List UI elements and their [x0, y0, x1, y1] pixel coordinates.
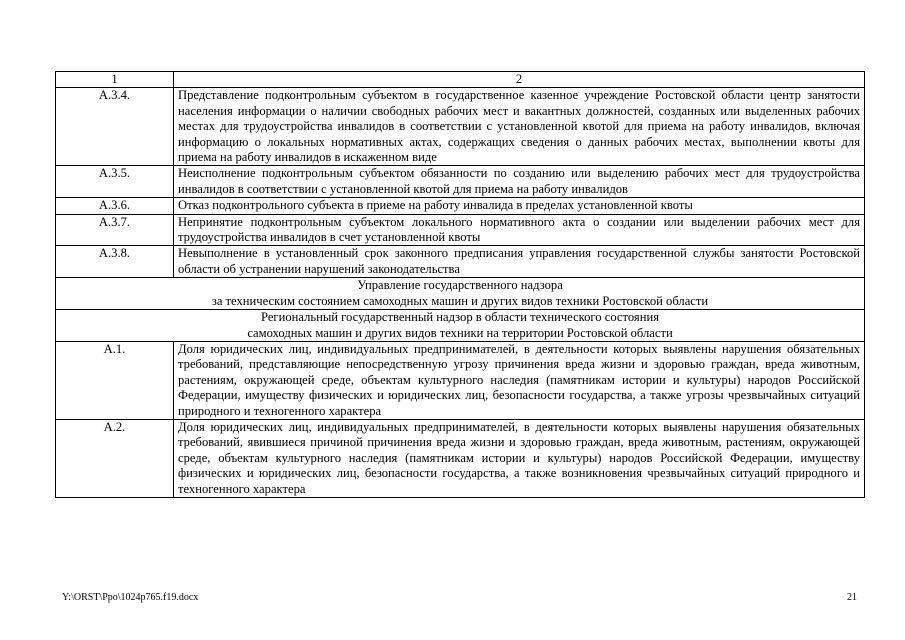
- row-code: А.3.5.: [56, 166, 174, 198]
- footer-file-path: Y:\ORST\Ppo\1024p765.f19.docx: [62, 592, 199, 603]
- section-regional-row: [56, 310, 865, 342]
- table-row: [56, 166, 865, 198]
- section-authority-line2: за техническим состоянием самоходных машин и других видов техники Ростовской области: [211, 293, 709, 308]
- section-regional-line2: самоходных машин и других видов техники на территории Ростовской области: [247, 325, 673, 340]
- row-code: А.2.: [56, 419, 174, 497]
- row-text: Непринятие подконтрольным субъектом локального нормативного акта о создании или выделении рабочих мест для трудоустройства инвалидов в счет установленной квоты: [174, 214, 865, 246]
- row-text: Доля юридических лиц, индивидуальных предпринимателей, в деятельности которых выявлены нарушения обязательных требований, представляющие непосредственную угрозу причинения вреда жизни и здоровью граждан, вреда животным, растениям, окружающей среде, объектам культурного наследия (памятникам истории и культуры) народов Российской Федерации, имуществу физических и юридических лиц, безопасности государства, а также угрозы чрезвычайных ситуаций природного и техногенного характера: [174, 341, 865, 419]
- row-code: А.3.6.: [56, 198, 174, 214]
- table-row: [56, 246, 865, 278]
- table-header-row: [56, 72, 865, 88]
- column-header-1: 1: [56, 72, 174, 88]
- section-authority-line1: Управление государственного надзора: [357, 278, 563, 293]
- row-text: Доля юридических лиц, индивидуальных предпринимателей, в деятельности которых выявлены нарушения обязательных требований, явившиеся причиной причинения вреда жизни и здоровью граждан, вреда животным, растениям, окружающей среде, объектам культурного наследия (памятникам истории и культуры) народов Российской Федерации, имуществу физических и юридических лиц, безопасности государства, а также возникновения чрезвычайных ситуаций природного и техногенного характера: [174, 419, 865, 497]
- section-authority-heading: [56, 278, 865, 310]
- row-code: А.3.4.: [56, 88, 174, 166]
- row-text: Представление подконтрольным субъектом в государственное казенное учреждение Ростовской области центр занятости населения информации о наличии свободных рабочих мест и вакантных должностей, созданных или выделенных рабочих местах для трудоустройства инвалидов в соответствии с установленной квотой для приема на работу инвалидов, включая информацию о локальных нормативных актах, содержащих сведения о данных рабочих местах, выполнении квоты для приема на работу инвалидов в искаженном виде: [174, 88, 865, 166]
- page-number: 21: [847, 592, 857, 603]
- row-code: А.3.7.: [56, 214, 174, 246]
- column-header-2: 2: [174, 72, 865, 88]
- row-text: Отказ подконтрольного субъекта в приеме на работу инвалида в пределах установленной квоты: [174, 198, 865, 214]
- section-regional-heading: [56, 310, 865, 342]
- table-row: [56, 88, 865, 166]
- table-row: [56, 198, 865, 214]
- table-row: [56, 419, 865, 497]
- table-row: [56, 341, 865, 419]
- table-row: [56, 214, 865, 246]
- row-text: Невыполнение в установленный срок законного предписания управления государственной службы занятости Ростовской области об устранении нарушений законодательства: [174, 246, 865, 278]
- row-code: А.3.8.: [56, 246, 174, 278]
- row-code: А.1.: [56, 341, 174, 419]
- section-authority-row: [56, 278, 865, 310]
- indicators-table: [55, 71, 865, 498]
- row-text: Неисполнение подконтрольным субъектом обязанности по созданию или выделению рабочих мест для трудоустройства инвалидов в соответствии с установленной квотой для приема на работу инвалидов: [174, 166, 865, 198]
- section-regional-line1: Региональный государственный надзор в области технического состояния: [261, 310, 659, 325]
